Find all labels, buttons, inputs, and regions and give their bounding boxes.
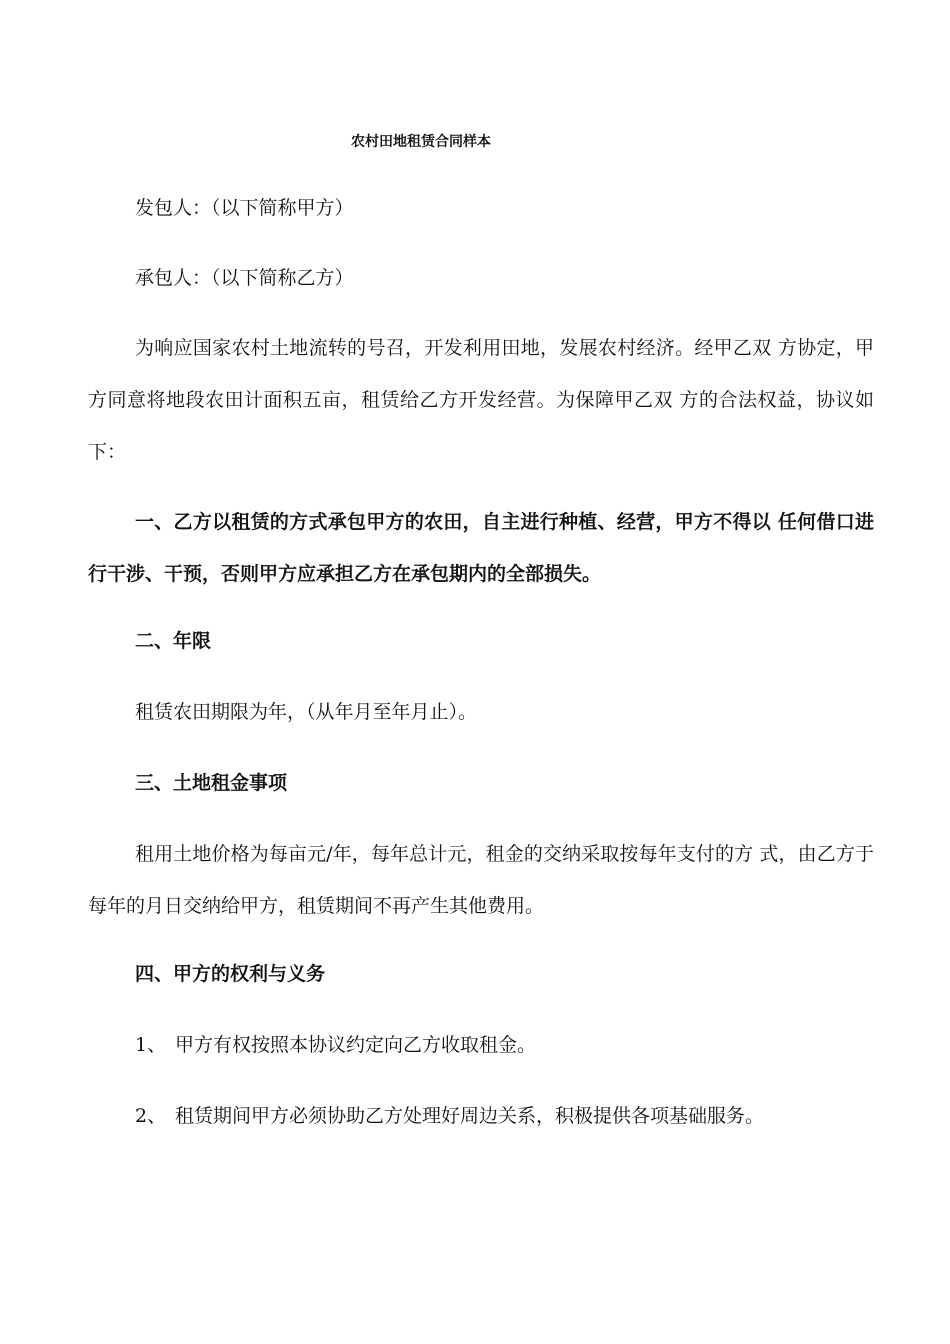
lessee-line: 承包人：（以下简称乙方） <box>135 267 354 289</box>
clause-4-item <box>135 1103 764 1129</box>
clause-2-text: 租赁农田期限为年，（从年月至年月止）。 <box>135 701 478 723</box>
clause-4-item <box>135 1032 536 1058</box>
lessor-line: 发包人：（以下简称甲方） <box>135 197 354 219</box>
clause-4-item-number: 2、 <box>135 1105 167 1127</box>
clause-4-item-text: 甲方有权按照本协议约定向乙方收取租金。 <box>175 1034 537 1056</box>
clause-1-paragraph: 一、乙方以租赁的方式承包甲方的农田，自主进行种植、经营，甲方不得以 任何借口进行干涉、干预，否则甲方应承担乙方在承包期内的全部损失。 <box>88 511 874 585</box>
document-title: 农村田地租赁合同样本 <box>351 134 491 150</box>
clause-2-heading: 二、年限 <box>135 630 212 652</box>
clause-4-item-text: 租赁期间甲方必须协助乙方处理好周边关系，积极提供各项基础服务。 <box>175 1105 765 1127</box>
clause-3-paragraph: 租用土地价格为每亩元/年，每年总计元，租金的交纳采取按每年支付的方 式，由乙方于每年的月日交纳给甲方，租赁期间不再产生其他费用。 <box>88 843 874 917</box>
clause-3-heading: 三、土地租金事项 <box>135 772 288 794</box>
clause-4-heading: 四、甲方的权利与义务 <box>135 963 326 985</box>
clause-4-item-number: 1、 <box>135 1034 167 1056</box>
preamble-paragraph: 为响应国家农村土地流转的号召，开发利用田地，发展农村经济。经甲乙双 方协定，甲方同意将地段农田计面积五亩，租赁给乙方开发经营。为保障甲乙双 方的合法权益，协议如下： <box>88 337 874 463</box>
